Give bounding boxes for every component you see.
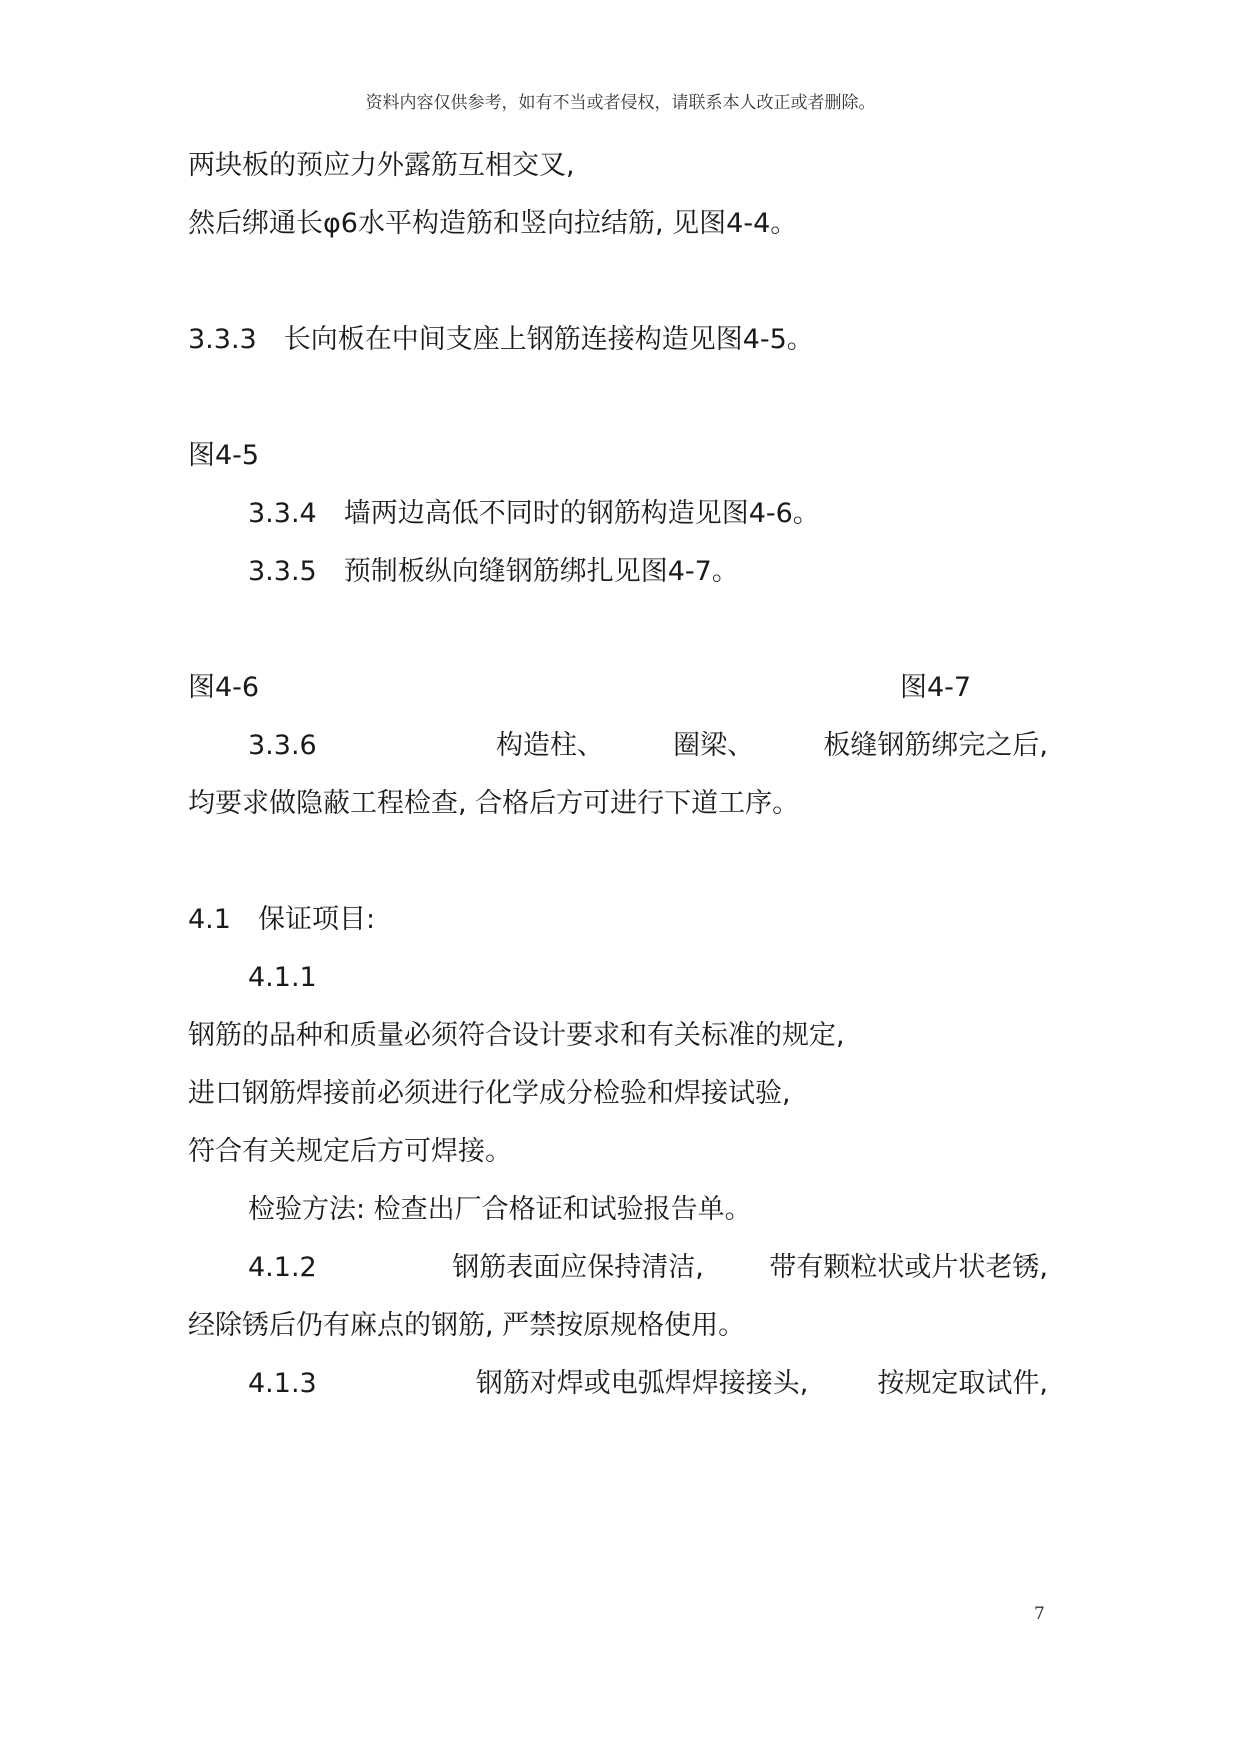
section-heading: 4.1 保证项目: bbox=[188, 904, 376, 935]
section-number: 4.1.2 bbox=[248, 1252, 317, 1283]
section-number: 3.3.6 bbox=[248, 730, 317, 761]
text-segment: 板缝钢筋绑完之后, bbox=[823, 730, 1048, 761]
text-segment: 带有颗粒状或片状老锈, bbox=[769, 1252, 1048, 1283]
text-line: 进口钢筋焊接前必须进行化学成分检验和焊接试验, bbox=[188, 1078, 791, 1109]
section-number: 4.1.1 bbox=[248, 962, 317, 993]
text-segment: 按规定取试件, bbox=[877, 1368, 1048, 1399]
figure-caption: 图4-7 bbox=[900, 672, 972, 703]
text-segment: 钢筋对焊或电弧焊焊接接头, bbox=[475, 1368, 809, 1399]
text-segment: 圈梁、 bbox=[673, 730, 755, 761]
text-line: 3.3.3 长向板在中间支座上钢筋连接构造见图4-5。 bbox=[188, 324, 814, 355]
text-line bbox=[248, 1251, 1048, 1285]
text-segment: 钢筋表面应保持清洁, bbox=[452, 1252, 704, 1283]
text-line: 然后绑通长φ6水平构造筋和竖向拉结筋, 见图4-4。 bbox=[188, 208, 798, 239]
text-segment: 构造柱、 bbox=[495, 730, 604, 761]
text-line: 两块板的预应力外露筋互相交叉, bbox=[188, 150, 575, 181]
page-number: 7 bbox=[1034, 1604, 1045, 1624]
header-notice: 资料内容仅供参考，如有不当或者侵权，请联系本人改正或者删除。 bbox=[365, 93, 876, 113]
text-line: 钢筋的品种和质量必须符合设计要求和有关标准的规定, bbox=[188, 1020, 845, 1051]
text-line bbox=[248, 1367, 1048, 1401]
figure-caption: 图4-6 bbox=[188, 672, 260, 703]
section-number: 4.1.3 bbox=[248, 1368, 317, 1399]
text-line: 均要求做隐蔽工程检查, 合格后方可进行下道工序。 bbox=[188, 788, 800, 819]
figure-caption: 图4-5 bbox=[188, 440, 260, 471]
text-line bbox=[248, 729, 1048, 763]
text-line: 符合有关规定后方可焊接。 bbox=[188, 1136, 512, 1167]
text-line: 经除锈后仍有麻点的钢筋, 严禁按原规格使用。 bbox=[188, 1310, 746, 1341]
text-line: 3.3.5 预制板纵向缝钢筋绑扎见图4-7。 bbox=[248, 556, 739, 587]
text-line: 检验方法: 检查出厂合格证和试验报告单。 bbox=[248, 1194, 752, 1225]
text-line: 3.3.4 墙两边高低不同时的钢筋构造见图4-6。 bbox=[248, 498, 820, 529]
